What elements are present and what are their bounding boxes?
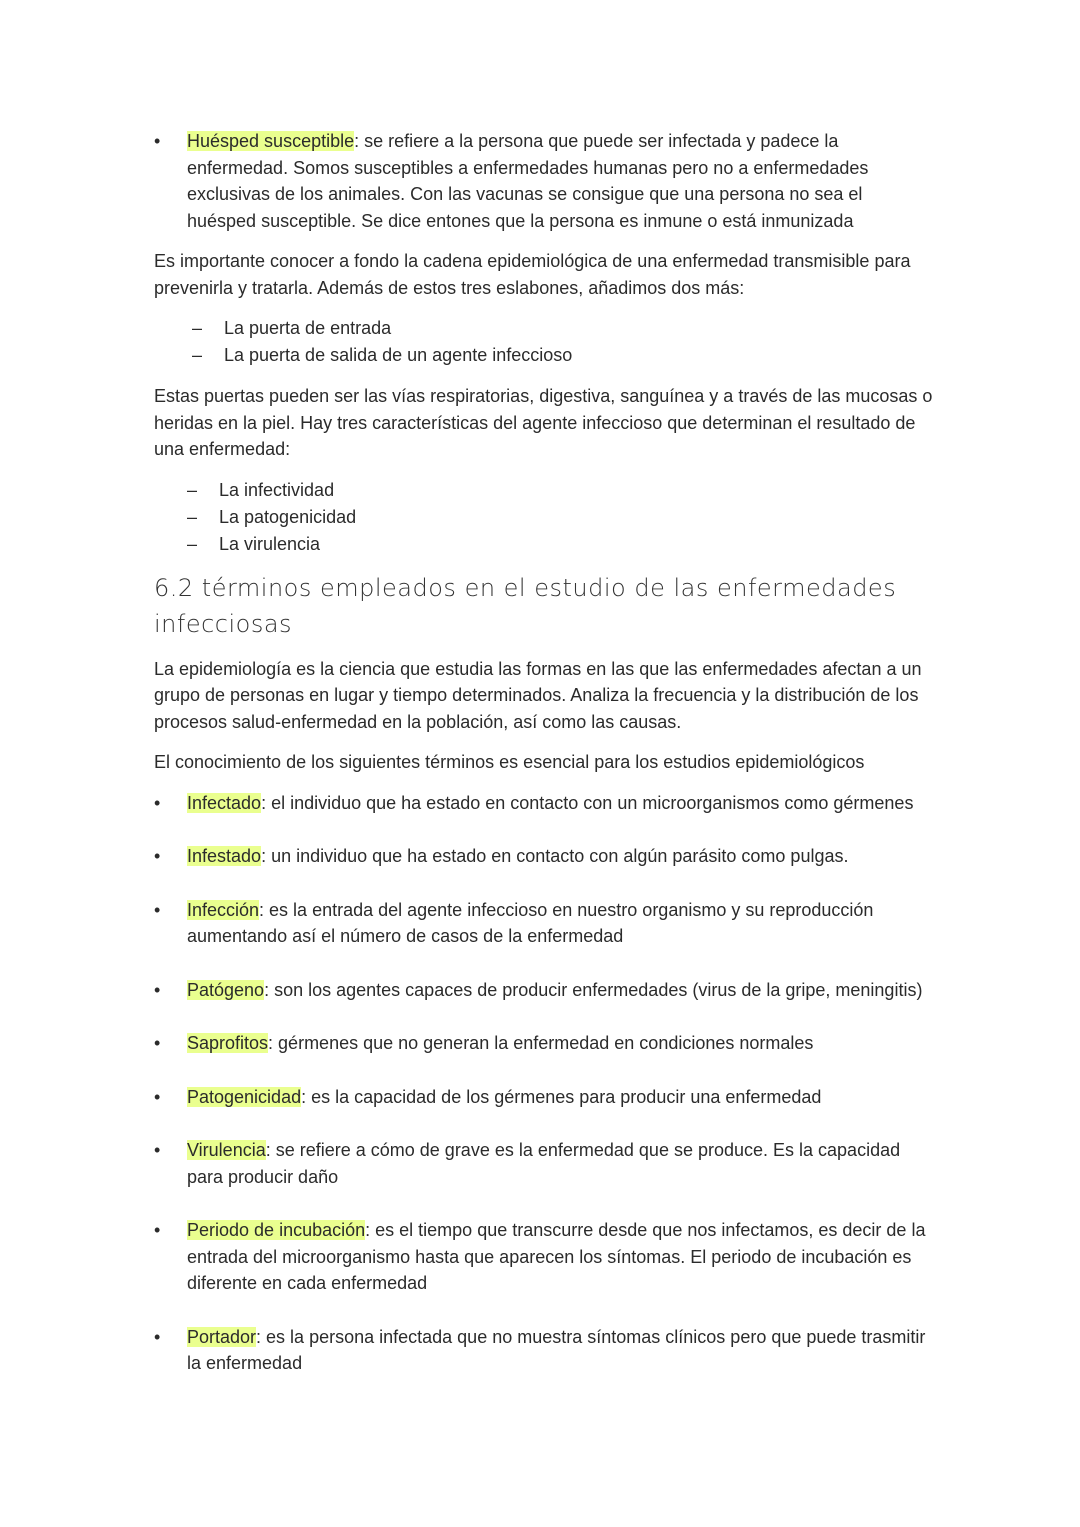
bullet-marker: • (154, 899, 161, 920)
term-definition: : es la entrada del agente infeccioso en nuestro organismo y su reproducción aumentando así el número de casos de la enfermedad (187, 899, 874, 946)
bullet-marker: • (154, 979, 161, 1000)
bullet-marker: • (154, 1326, 161, 1347)
dash-marker: – (187, 506, 198, 527)
dash-item (154, 504, 934, 531)
caracteristicas-list (154, 477, 934, 558)
bullet-portador (154, 1324, 934, 1377)
dash-item (154, 531, 934, 558)
dash-item (154, 342, 934, 369)
dash-item-text: La puerta de entrada (224, 318, 392, 338)
bullet-saprofitos (154, 1030, 934, 1057)
term-highlight: Periodo de incubación (187, 1220, 366, 1240)
term-definition: : gérmenes que no generan la enfermedad en condiciones normales (268, 1033, 814, 1053)
paragraph-cadena: Es importante conocer a fondo la cadena epidemiológica de una enfermedad transmisible para prevenirla y tratarla. Además de estos tres eslabones, añadimos dos más: (154, 251, 911, 298)
bullet-marker: • (154, 131, 161, 151)
term-highlight: Infectado (187, 792, 262, 813)
dash-item-text: La infectividad (219, 479, 335, 500)
bullet-huesped-susceptible (154, 128, 934, 234)
bullet-periodo-incubacion (154, 1217, 934, 1297)
terms-list (154, 790, 934, 1377)
bullet-patogenicidad (154, 1084, 934, 1111)
term-highlight: Saprofitos (187, 1033, 269, 1053)
page-content (154, 128, 934, 1377)
term-definition: : el individuo que ha estado en contacto con un microorganismos como gérmenes (261, 792, 914, 813)
term-highlight: Infección (187, 899, 260, 920)
term-highlight: Portador (187, 1326, 257, 1347)
bullet-infectado (154, 790, 934, 817)
dash-marker: – (187, 533, 198, 554)
bullet-marker: • (154, 1220, 161, 1240)
bullet-virulencia (154, 1137, 934, 1190)
bullet-marker: • (154, 792, 161, 813)
dash-item-text: La puerta de salida de un agente infeccioso (224, 345, 573, 365)
paragraph-puertas: Estas puertas pueden ser las vías respiratorias, digestiva, sanguínea y a través de las mucosas o heridas en la piel. Hay tres características del agente infeccioso que determinan el resultado de una enfermedad: (154, 386, 933, 459)
bullet-infestado (154, 843, 934, 870)
bullet-marker: • (154, 846, 161, 866)
bullet-marker: • (154, 1086, 161, 1107)
bullet-infeccion (154, 897, 934, 950)
term-highlight: Patogenicidad (187, 1086, 302, 1107)
dash-marker: – (192, 318, 203, 338)
puertas-list (154, 315, 934, 369)
term-definition: : es la persona infectada que no muestra síntomas clínicos pero que puede trasmitir la enfermedad (187, 1326, 926, 1373)
term-definition: : es la capacidad de los gérmenes para producir una enfermedad (301, 1086, 822, 1107)
term-definition: : se refiere a la persona que puede ser infectada y padece la enfermedad. Somos susceptibles a enfermedades humanas pero no a enfermedades exclusivas de los animales. Con las vacunas se consigue que una persona no sea el huésped susceptible. Se dice entones que la persona es inmune o está inmunizada (187, 131, 869, 231)
term-definition: : se refiere a cómo de grave es la enfermedad que se produce. Es la capacidad para producir daño (187, 1140, 901, 1187)
term-definition: : un individuo que ha estado en contacto con algún parásito como pulgas. (261, 846, 849, 866)
dash-item (154, 477, 934, 504)
dash-item-text: La virulencia (219, 533, 321, 554)
term-highlight: Patógeno (187, 979, 265, 1000)
dash-marker: – (187, 479, 198, 500)
dash-item-text: La patogenicidad (219, 506, 357, 527)
paragraph-conocimiento: El conocimiento de los siguientes términos es esencial para los estudios epidemiológicos (154, 752, 865, 772)
term-definition: : es el tiempo que transcurre desde que nos infectamos, es decir de la entrada del microorganismo hasta que aparecen los síntomas. El periodo de incubación es diferente en cada enfermedad (187, 1220, 926, 1293)
paragraph-epidemiologia: La epidemiología es la ciencia que estudia las formas en las que las enfermedades afectan a un grupo de personas en lugar y tiempo determinados. Analiza la frecuencia y la distribución de los procesos salud-enfermedad en la población, así como las causas. (154, 658, 922, 732)
bullet-patogeno (154, 977, 934, 1004)
dash-marker: – (192, 345, 203, 365)
bullet-marker: • (154, 1033, 161, 1053)
term-highlight: Infestado (187, 846, 262, 866)
term-definition: : son los agentes capaces de producir enfermedades (virus de la gripe, meningitis) (264, 979, 923, 1000)
bullet-marker: • (154, 1140, 161, 1160)
section-heading: 6.2 términos empleados en el estudio de las enfermedades infecciosas (154, 573, 897, 638)
term-highlight: Huésped susceptible (187, 131, 355, 151)
dash-item (154, 315, 934, 342)
term-highlight: Virulencia (187, 1140, 266, 1160)
